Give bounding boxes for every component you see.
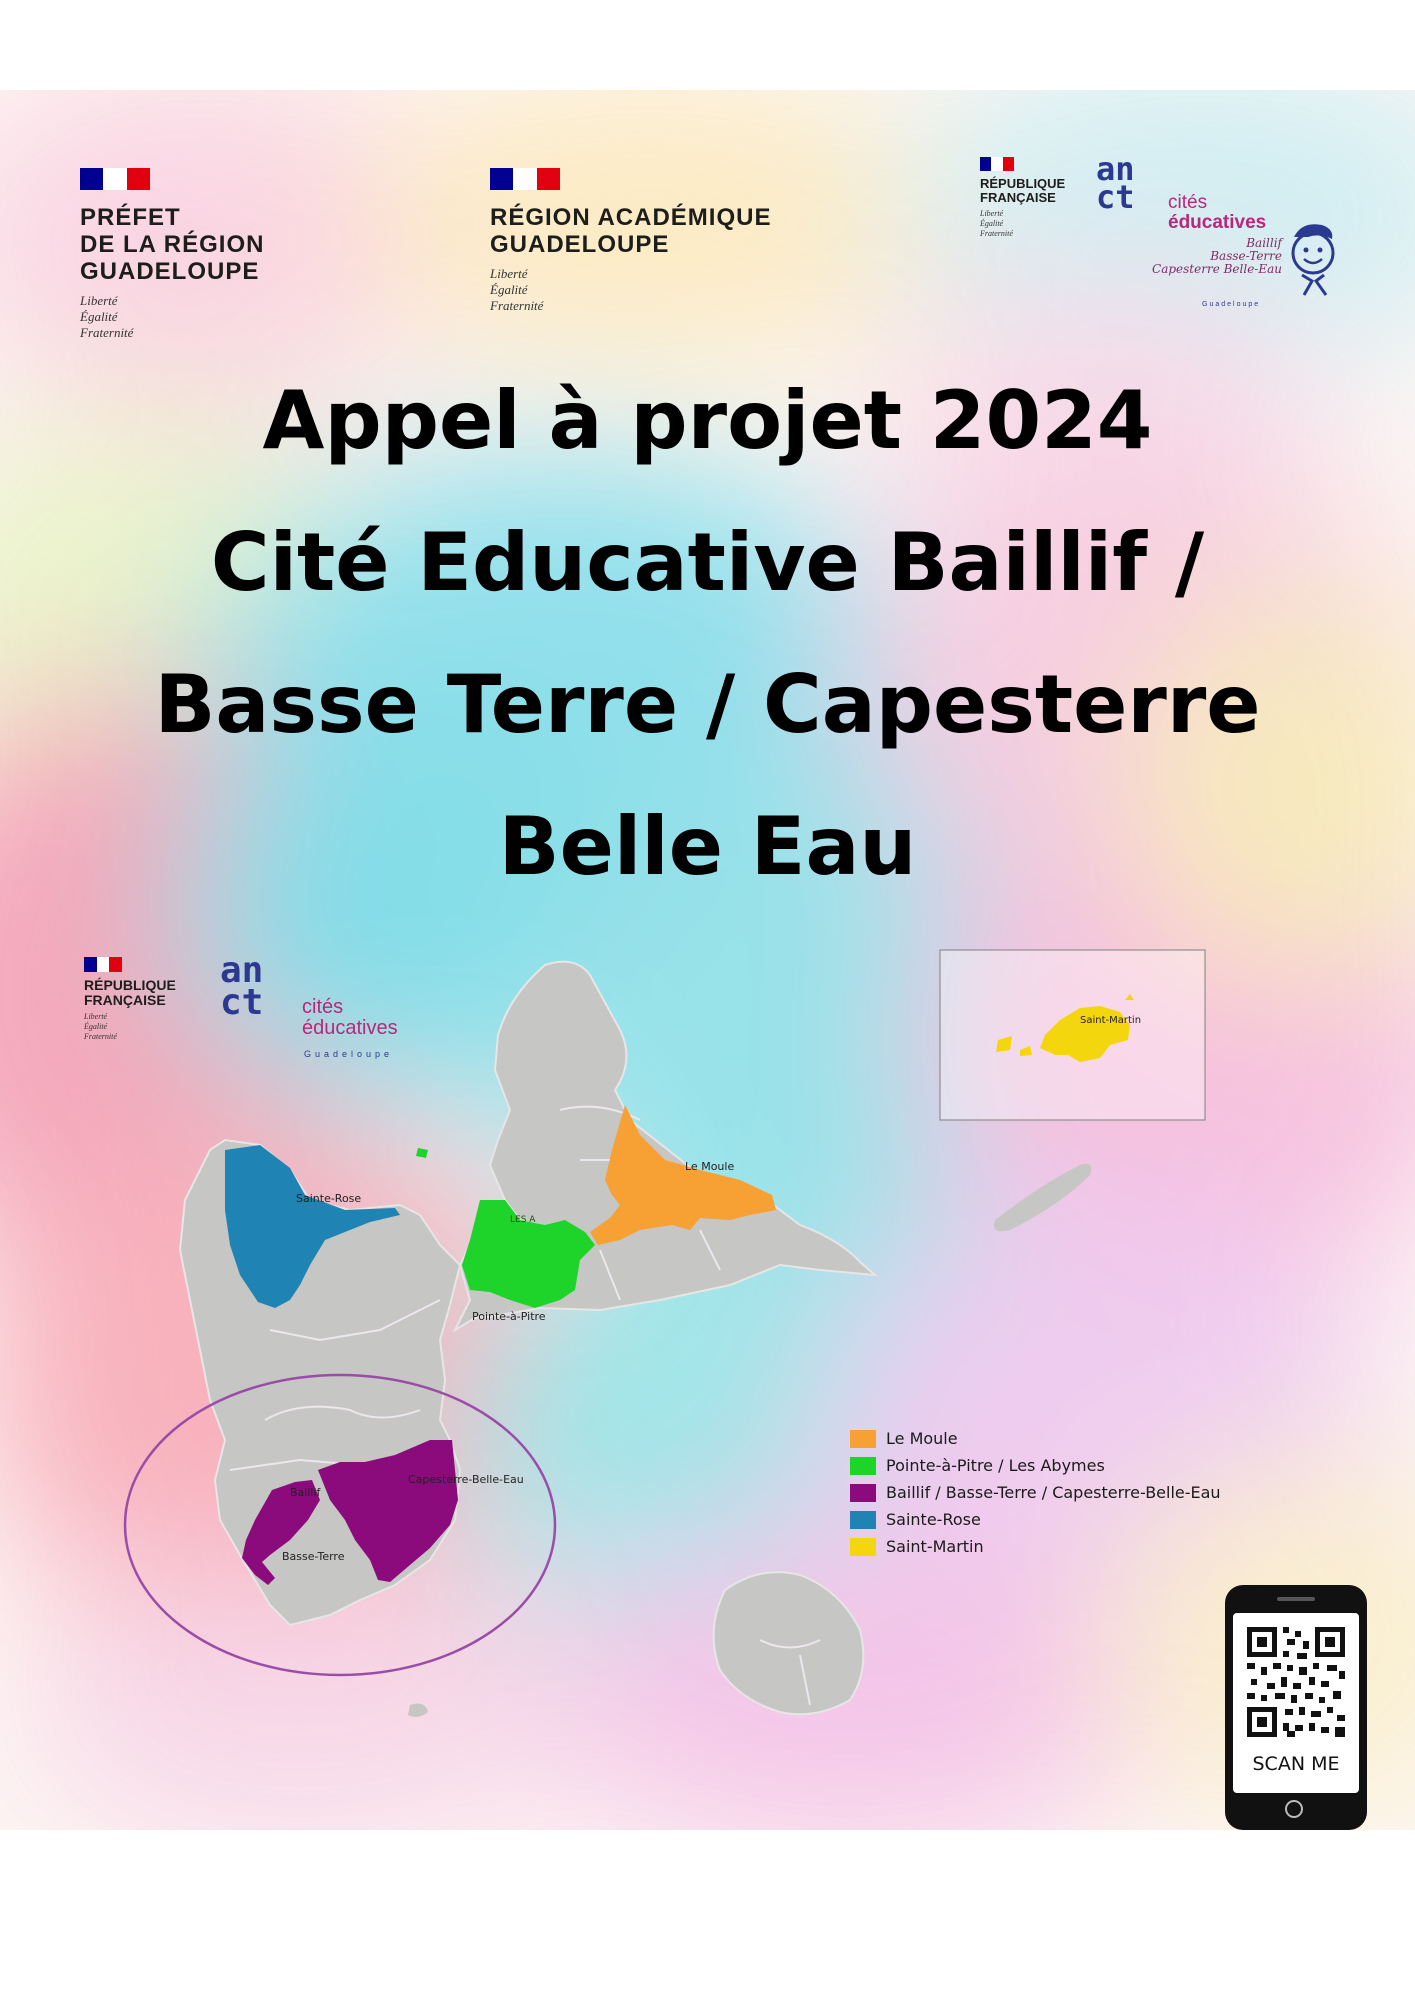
- motto-line: Égalité: [84, 1022, 108, 1031]
- motto-line: Liberté: [84, 1012, 108, 1021]
- legend-item: [850, 1533, 1221, 1560]
- label-le-moule: Le Moule: [685, 1160, 735, 1173]
- phone-qr-graphic: [1225, 1585, 1367, 1830]
- legend-item: [850, 1479, 1221, 1506]
- legend-label: Baillif / Basse-Terre / Capesterre-Belle-Eau: [886, 1483, 1221, 1502]
- academie-line: RÉGION ACADÉMIQUE: [490, 204, 772, 231]
- prefet-line: DE LA RÉGION: [80, 231, 265, 258]
- map-legend: [850, 1425, 1221, 1560]
- legend-label: Sainte-Rose: [886, 1510, 981, 1529]
- region-word: Guadeloupe: [1202, 301, 1261, 308]
- anct-line: ct: [1096, 178, 1135, 216]
- motto-line: Liberté: [80, 293, 118, 308]
- script-line: Baillif: [1246, 236, 1282, 250]
- label-sainte-rose: Sainte-Rose: [296, 1192, 362, 1205]
- scan-me-label: SCAN ME: [1252, 1753, 1340, 1775]
- anct-line: an: [220, 950, 264, 991]
- child-mascot-icon: [1282, 217, 1344, 297]
- educatives-word: éducatives: [302, 1017, 398, 1039]
- republique-line: FRANÇAISE: [84, 992, 166, 1008]
- motto-line: Fraternité: [84, 1032, 117, 1041]
- legend-swatch: [850, 1457, 876, 1475]
- french-flag-icon: [80, 168, 150, 190]
- label-capesterre: Capesterre-Belle-Eau: [408, 1473, 524, 1486]
- legend-swatch: [850, 1430, 876, 1448]
- french-flag-icon: [490, 168, 560, 190]
- region-word: Guadeloupe: [304, 1049, 394, 1059]
- prefet-line: GUADELOUPE: [80, 258, 260, 285]
- motto-line: Fraternité: [80, 325, 134, 340]
- title-line: Appel à projet 2024: [262, 374, 1153, 467]
- legend-label: Le Moule: [886, 1429, 958, 1448]
- motto-line: Liberté: [490, 266, 528, 281]
- title-line: Belle Eau: [498, 800, 917, 893]
- cites-word: cités: [1168, 192, 1208, 213]
- legend-swatch: [850, 1511, 876, 1529]
- motto-line: Fraternité: [490, 298, 544, 313]
- marie-galante-island: [714, 1572, 864, 1714]
- legend-label: Saint-Martin: [886, 1537, 984, 1556]
- legend-label: Pointe-à-Pitre / Les Abymes: [886, 1456, 1105, 1475]
- les-saintes-islands: [355, 1704, 428, 1720]
- republique-logo-top: [980, 157, 1065, 239]
- title-line: Basse Terre / Capesterre: [154, 658, 1261, 751]
- guadeloupe-map: [0, 940, 1415, 1720]
- phone-screen: [1233, 1613, 1359, 1793]
- anct-cites-logo-top: [1092, 150, 1352, 315]
- prefet-line: PRÉFET: [80, 204, 181, 231]
- french-flag-icon: [980, 157, 1014, 171]
- phone-speaker: [1277, 1597, 1315, 1601]
- motto-line: Fraternité: [980, 229, 1013, 238]
- legend-swatch: [850, 1484, 876, 1502]
- prefet-logo: [80, 168, 264, 341]
- title-line: Cité Educative Baillif /: [210, 516, 1205, 609]
- page-title: [0, 350, 1415, 918]
- legend-item: [850, 1506, 1221, 1533]
- script-line: Basse-Terre: [1210, 249, 1282, 263]
- la-desirade-island: [994, 1164, 1091, 1232]
- label-pointe-a-pitre: Pointe-à-Pitre: [472, 1310, 546, 1323]
- script-line: Capesterre Belle-Eau: [1152, 262, 1282, 276]
- legend-item: [850, 1452, 1221, 1479]
- republique-line: FRANÇAISE: [980, 190, 1056, 205]
- phone-home-button: [1285, 1800, 1303, 1818]
- label-abymes: LES A: [510, 1215, 536, 1225]
- academie-line: GUADELOUPE: [490, 231, 670, 258]
- legend-item: [850, 1425, 1221, 1452]
- motto-line: Égalité: [980, 219, 1004, 228]
- motto-line: Égalité: [80, 309, 118, 324]
- educatives-word: éducatives: [1168, 211, 1267, 233]
- legend-swatch: [850, 1538, 876, 1556]
- cites-word: cités: [302, 996, 344, 1018]
- motto-line: Égalité: [490, 282, 528, 297]
- academie-logo: [490, 168, 771, 314]
- republique-line: RÉPUBLIQUE: [980, 176, 1066, 191]
- islet: [416, 1148, 428, 1158]
- label-baillif: Baillif: [290, 1486, 321, 1499]
- label-saint-martin: Saint-Martin: [1080, 1015, 1142, 1026]
- anct-line: ct: [220, 982, 264, 1023]
- label-basse-terre: Basse-Terre: [282, 1550, 345, 1563]
- anct-line: an: [1096, 150, 1135, 188]
- motto-line: Liberté: [980, 209, 1004, 218]
- qr-code[interactable]: [1247, 1627, 1345, 1737]
- republique-line: RÉPUBLIQUE: [84, 977, 176, 993]
